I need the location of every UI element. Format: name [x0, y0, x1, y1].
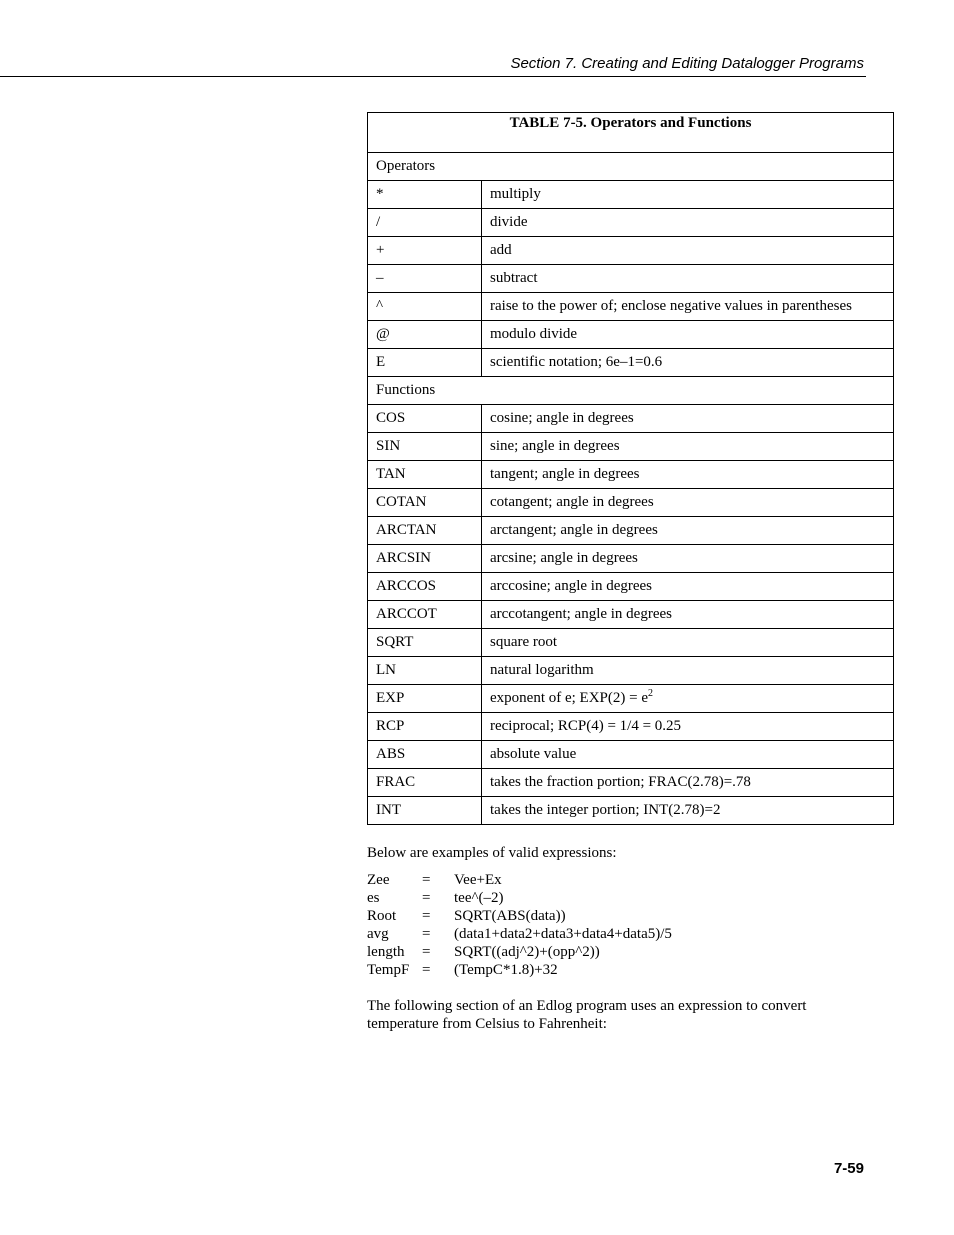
example-equals: = — [422, 926, 431, 942]
operator-row — [368, 349, 894, 377]
symbol-cell: ARCCOS — [368, 573, 482, 601]
example-expression: (TempC*1.8)+32 — [454, 962, 558, 978]
table-title-row — [368, 113, 894, 153]
description-cell — [482, 685, 894, 713]
example-expression: Vee+Ex — [454, 872, 502, 888]
example-variable: es — [367, 890, 380, 906]
description-text: absolute value — [490, 746, 577, 762]
description-cell — [482, 349, 894, 377]
description-cell — [482, 293, 894, 321]
function-row — [368, 517, 894, 545]
operator-row — [368, 321, 894, 349]
functions-heading: Functions — [368, 377, 894, 405]
examples-intro: Below are examples of valid expressions: — [367, 845, 617, 861]
page-number: 7-59 — [833, 1160, 864, 1177]
symbol-cell: E — [368, 349, 482, 377]
description-cell — [482, 321, 894, 349]
running-header: Section 7. Creating and Editing Datalogger Programs — [510, 55, 864, 72]
symbol-cell: COTAN — [368, 489, 482, 517]
closing-paragraph — [367, 997, 806, 1033]
function-row — [368, 601, 894, 629]
example-row — [367, 961, 672, 979]
function-row — [368, 433, 894, 461]
function-row — [368, 685, 894, 713]
function-row — [368, 489, 894, 517]
function-row — [368, 573, 894, 601]
symbol-cell: ^ — [368, 293, 482, 321]
description-text: divide — [490, 214, 528, 230]
symbol-cell: FRAC — [368, 769, 482, 797]
symbol-cell: @ — [368, 321, 482, 349]
symbol-cell: RCP — [368, 713, 482, 741]
symbol-cell: COS — [368, 405, 482, 433]
function-row — [368, 545, 894, 573]
operator-row — [368, 181, 894, 209]
description-text: subtract — [490, 270, 538, 286]
example-variable: Root — [367, 908, 397, 924]
description-text: arccotangent; angle in degrees — [490, 606, 672, 622]
example-equals: = — [422, 872, 431, 888]
description-text: cosine; angle in degrees — [490, 410, 634, 426]
superscript: 2 — [648, 688, 653, 699]
description-cell — [482, 545, 894, 573]
description-text: multiply — [490, 186, 541, 202]
function-row — [368, 405, 894, 433]
example-row — [367, 871, 672, 889]
function-row — [368, 657, 894, 685]
symbol-cell: INT — [368, 797, 482, 825]
symbol-cell: – — [368, 265, 482, 293]
description-text: arcsine; angle in degrees — [490, 550, 638, 566]
example-equals: = — [422, 962, 431, 978]
example-variable: TempF — [367, 962, 410, 978]
symbol-cell: SQRT — [368, 629, 482, 657]
description-cell — [482, 265, 894, 293]
example-equals: = — [422, 908, 431, 924]
example-row — [367, 889, 672, 907]
description-cell — [482, 601, 894, 629]
example-expression: (data1+data2+data3+data4+data5)/5 — [454, 926, 672, 942]
description-cell — [482, 489, 894, 517]
operators-heading-row — [368, 153, 894, 181]
header-rule — [0, 76, 866, 77]
example-equals: = — [422, 944, 431, 960]
description-cell — [482, 713, 894, 741]
description-text: takes the fraction portion; FRAC(2.78)=.78 — [490, 774, 751, 790]
function-row — [368, 797, 894, 825]
examples-list — [367, 871, 672, 979]
function-row — [368, 461, 894, 489]
description-cell — [482, 629, 894, 657]
operator-row — [368, 237, 894, 265]
example-row — [367, 925, 672, 943]
description-text: raise to the power of; enclose negative values in parentheses — [490, 298, 852, 314]
description-text: arctangent; angle in degrees — [490, 522, 658, 538]
example-variable: Zee — [367, 872, 390, 888]
functions-heading-row — [368, 377, 894, 405]
closing-line-1: The following section of an Edlog program uses an expression to convert — [367, 998, 807, 1014]
operators-heading: Operators — [368, 153, 894, 181]
example-variable: avg — [367, 926, 389, 942]
description-cell — [482, 237, 894, 265]
closing-line-2: temperature from Celsius to Fahrenheit: — [367, 1016, 607, 1032]
operator-row — [368, 293, 894, 321]
description-cell — [482, 461, 894, 489]
symbol-cell: ABS — [368, 741, 482, 769]
symbol-cell: + — [368, 237, 482, 265]
function-row — [368, 629, 894, 657]
function-row — [368, 769, 894, 797]
example-variable: length — [367, 944, 405, 960]
symbol-cell: ARCTAN — [368, 517, 482, 545]
description-cell — [482, 769, 894, 797]
description-text: scientific notation; 6e–1=0.6 — [490, 354, 663, 370]
symbol-cell: ARCCOT — [368, 601, 482, 629]
example-row — [367, 943, 672, 961]
example-equals: = — [422, 890, 431, 906]
example-expression: SQRT((adj^2)+(opp^2)) — [454, 944, 600, 960]
function-row — [368, 741, 894, 769]
description-text: tangent; angle in degrees — [490, 466, 640, 482]
description-cell — [482, 741, 894, 769]
symbol-cell: ARCSIN — [368, 545, 482, 573]
description-text: natural logarithm — [490, 662, 594, 678]
description-text: exponent of e; EXP(2) = e — [490, 690, 648, 706]
example-row — [367, 907, 672, 925]
example-expression: tee^(–2) — [454, 890, 504, 906]
description-text: sine; angle in degrees — [490, 438, 620, 454]
description-text: modulo divide — [490, 326, 578, 342]
description-cell — [482, 433, 894, 461]
function-row — [368, 713, 894, 741]
description-cell — [482, 573, 894, 601]
symbol-cell: TAN — [368, 461, 482, 489]
symbol-cell: LN — [368, 657, 482, 685]
description-text: square root — [490, 634, 558, 650]
description-text: add — [490, 242, 512, 258]
description-cell — [482, 181, 894, 209]
operators-functions-table — [367, 112, 894, 825]
symbol-cell: EXP — [368, 685, 482, 713]
symbol-cell: * — [368, 181, 482, 209]
description-text: arccosine; angle in degrees — [490, 578, 653, 594]
description-text: reciprocal; RCP(4) = 1/4 = 0.25 — [490, 718, 682, 734]
symbol-cell: SIN — [368, 433, 482, 461]
description-text: cotangent; angle in degrees — [490, 494, 654, 510]
description-cell — [482, 797, 894, 825]
description-cell — [482, 405, 894, 433]
description-cell — [482, 657, 894, 685]
operator-row — [368, 265, 894, 293]
description-text: takes the integer portion; INT(2.78)=2 — [490, 802, 721, 818]
symbol-cell: / — [368, 209, 482, 237]
table-title: TABLE 7-5. Operators and Functions — [368, 113, 894, 153]
description-cell — [482, 209, 894, 237]
description-cell — [482, 517, 894, 545]
operator-row — [368, 209, 894, 237]
example-expression: SQRT(ABS(data)) — [454, 908, 566, 924]
